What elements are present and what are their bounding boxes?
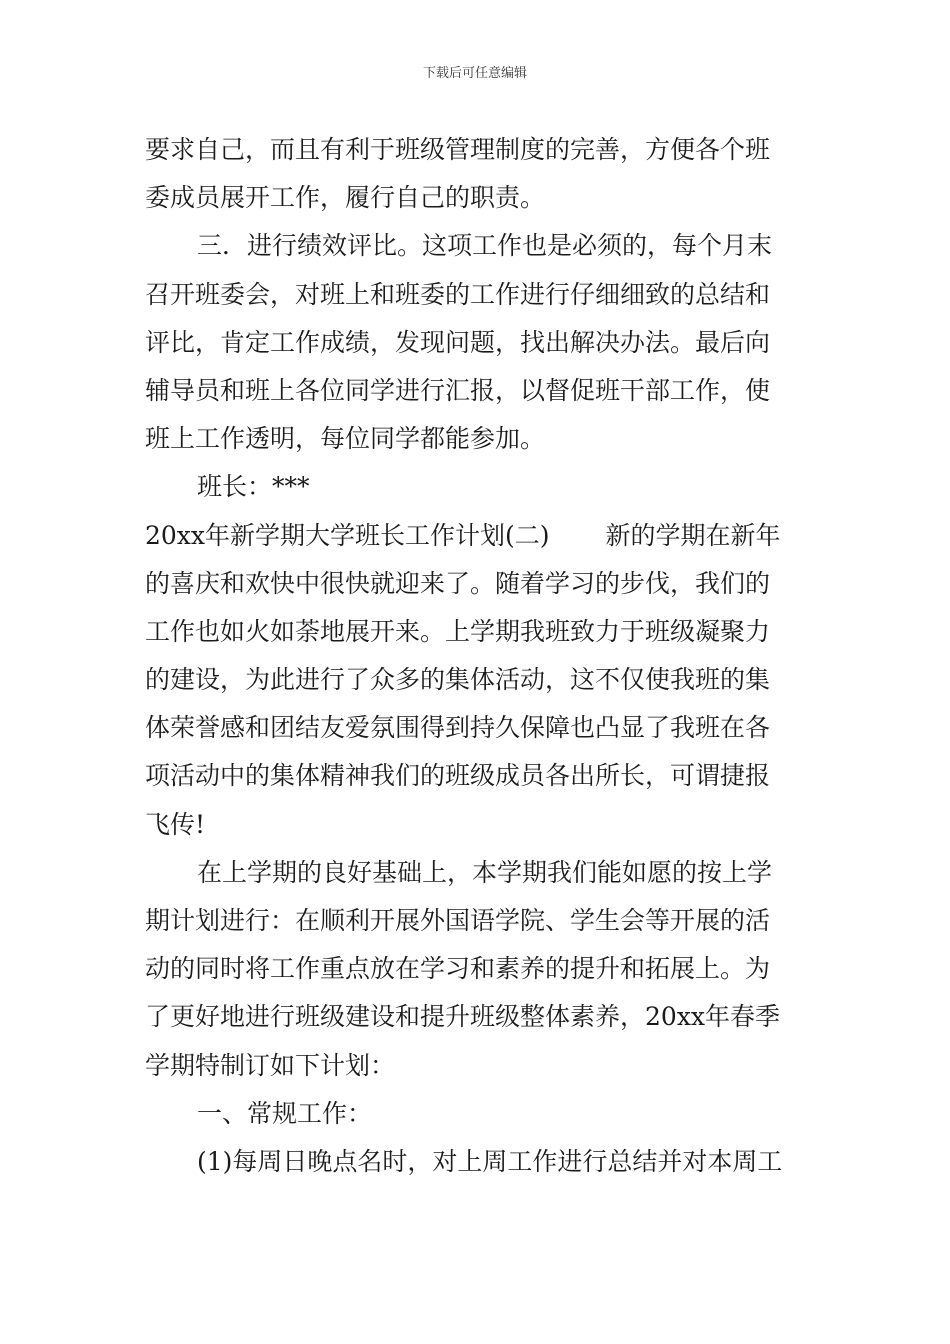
paragraph-line: 项活动中的集体精神我们的班级成员各出所长，可谓捷报: [145, 761, 771, 791]
section-title: 20xx年新学期大学班长工作计划(二): [145, 520, 550, 550]
list-heading: 一、常规工作：: [197, 1098, 373, 1128]
paragraph-line: 了更好地进行班级建设和提升班级整体素养，20xx年春季: [145, 1002, 781, 1032]
paragraph-line: 工作也如火如荼地展开来。上学期我班致力于班级凝聚力: [145, 616, 771, 646]
paragraph-line: 动的同时将工作重点放在学习和素养的提升和拓展上。为: [145, 954, 771, 984]
paragraph-line: 班上工作透明，每位同学都能参加。: [145, 424, 546, 454]
paragraph-line: 要求自己，而且有利于班级管理制度的完善，方便各个班: [145, 135, 771, 164]
paragraph-line: 召开班委会，对班上和班委的工作进行仔细细致的总结和: [145, 279, 771, 309]
paragraph-line: 的建设，为此进行了众多的集体活动，这不仅使我班的集: [145, 665, 771, 695]
paragraph-line: 委成员展开工作，履行自己的职责。: [145, 183, 546, 213]
paragraph-line: 辅导员和班上各位同学进行汇报，以督促班干部工作，使: [145, 375, 771, 405]
paragraph-line: 在上学期的良好基础上，本学期我们能如愿的按上学: [197, 857, 773, 887]
paragraph-line: 的喜庆和欢快中很快就迎来了。随着学习的步伐，我们的: [145, 568, 771, 598]
page-header: 下载后可任意编辑: [422, 66, 527, 81]
paragraph-line: 飞传!: [145, 809, 206, 839]
document-body: [145, 126, 825, 1186]
section-title-line: [145, 512, 825, 560]
paragraph-start: 新的学期在新年: [605, 520, 781, 550]
paragraph-line: 期计划进行：在顺利开展外国语学院、学生会等开展的活: [145, 906, 771, 935]
paragraph-line: 体荣誉感和团结友爱氛围得到持久保障也凸显了我班在各: [145, 713, 771, 743]
list-item: (1)每周日晚点名时，对上周工作进行总结并对本周工: [197, 1146, 783, 1176]
signature-line: 班长：***: [197, 472, 310, 502]
paragraph-line: 三．进行绩效评比。这项工作也是必须的，每个月末: [197, 231, 773, 261]
paragraph-line: 评比，肯定工作成绩，发现问题，找出解决办法。最后向: [145, 327, 771, 357]
paragraph-line: 学期特制订如下计划：: [145, 1050, 396, 1080]
